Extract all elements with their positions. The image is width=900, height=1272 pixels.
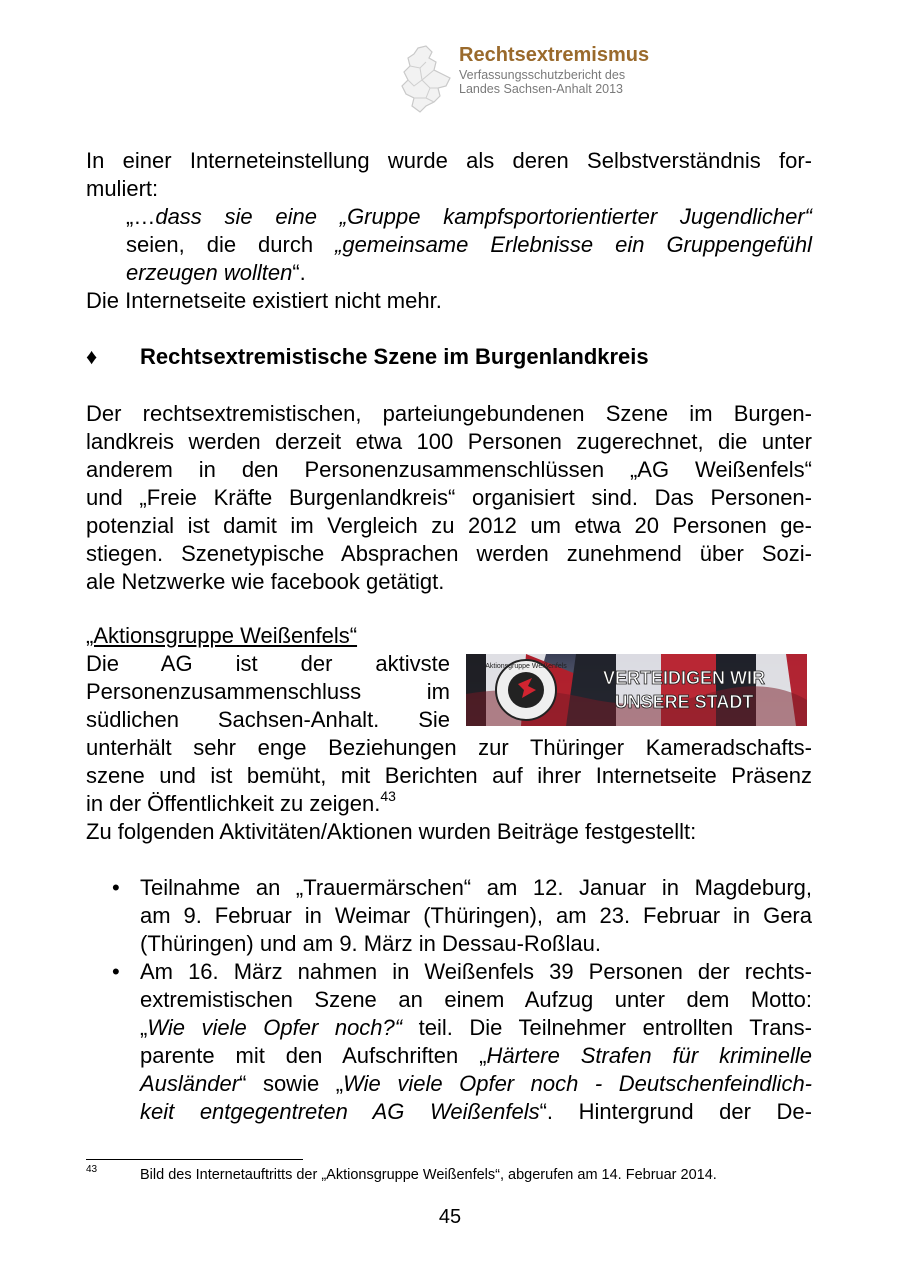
- saxony-anhalt-map-icon: [396, 44, 456, 114]
- text-line: potenzial ist damit im Vergleich zu 2012 um etwa 20 Personen ge-: [86, 513, 812, 538]
- text-line: anderem in den Personenzusammenschlüssen „AG Weißenfels“: [86, 457, 812, 482]
- list-item: [86, 958, 812, 1126]
- text-line: Der rechtsextremistischen, parteiungebundenen Szene im Burgen-: [86, 401, 812, 426]
- quote-line: [126, 231, 812, 259]
- quote-line: [126, 203, 812, 231]
- header-title: Rechtsextremismus: [459, 44, 650, 66]
- text-line: szene und ist bemüht, mit Berichten auf ihrer Internetseite Präsenz: [86, 763, 812, 788]
- quote-text: seien, die durch: [126, 232, 336, 257]
- footnote-divider: [86, 1159, 303, 1160]
- text-line: ale Netzwerke wie facebook getätigt.: [86, 569, 445, 594]
- text-line: Personenzusammenschluss im: [86, 679, 450, 704]
- quote-close: “.: [292, 260, 306, 285]
- text-segment: “ sowie „: [239, 1071, 344, 1096]
- footnote-text: Bild des Internetauftritts der „Aktionsgruppe Weißenfels“, abgerufen am 14. Februar 2014.: [140, 1167, 717, 1183]
- header-subtitle: [459, 68, 625, 96]
- text-line: stiegen. Szenetypische Absprachen werden zunehmend über Sozi-: [86, 541, 812, 566]
- text-line: In einer Interneteinstellung wurde als deren Selbstverständnis for-: [86, 148, 812, 173]
- text-line: Am 16. März nahmen in Weißenfels 39 Personen der rechts-: [140, 959, 812, 984]
- bullet-icon: •: [112, 959, 120, 984]
- subsection-heading: „Aktionsgruppe Weißenfels“: [86, 623, 358, 648]
- paragraph-szene: [86, 400, 812, 596]
- after-quote-text: Die Internetseite existiert nicht mehr.: [86, 288, 442, 313]
- header-subtitle-line: Landes Sachsen-Anhalt 2013: [459, 82, 624, 96]
- text-segment: Wie viele Opfer noch?“: [147, 1015, 403, 1040]
- quote-open: „…: [126, 204, 156, 229]
- ag-paragraph-wrap: [86, 650, 450, 734]
- quote-text: dass sie eine „Gruppe kampfsportorientierter Jugendlicher“: [155, 204, 812, 229]
- text-segment: „: [140, 1015, 148, 1040]
- text-line: unterhält sehr enge Beziehungen zur Thüringer Kameradschafts-: [86, 735, 812, 760]
- intro-paragraph: [86, 147, 812, 203]
- quote-line: [126, 259, 812, 287]
- block-quote: [126, 203, 812, 287]
- quote-text: erzeugen wollten: [126, 260, 293, 285]
- banner-logo-ring-text: Aktionsgruppe Weißenfels: [485, 663, 567, 670]
- text-line: extremistischen Szene an einem Aufzug unter dem Motto:: [140, 987, 812, 1012]
- text-segment: keit entgegentreten AG Weißenfels: [140, 1099, 540, 1124]
- footnote-reference[interactable]: 43: [380, 788, 396, 804]
- text-line: landkreis werden derzeit etwa 100 Personen zugerechnet, die unter: [86, 429, 812, 454]
- text-segment: parente mit den Aufschriften „: [140, 1043, 487, 1068]
- text-segment: Härtere Strafen für kriminelle: [486, 1043, 812, 1068]
- text-segment: Ausländer: [140, 1071, 240, 1096]
- text-line: [86, 790, 812, 818]
- banner-text-line: VERTEIDIGEN WIR: [602, 668, 766, 688]
- text-line: am 9. Februar in Weimar (Thüringen), am 23. Februar in Gera: [140, 903, 812, 928]
- activities-list: [86, 874, 812, 1126]
- activities-intro: Zu folgenden Aktivitäten/Aktionen wurden Beiträge festgestellt:: [86, 819, 697, 844]
- text-segment: Wie viele Opfer noch - Deutschenfeindlich-: [343, 1071, 813, 1096]
- ag-paragraph: [86, 734, 812, 818]
- text-line: und „Freie Kräfte Burgenlandkreis“ organisiert sind. Das Personen-: [86, 485, 812, 510]
- text-line: [140, 1070, 812, 1098]
- quote-text: „gemeinsame Erlebnisse ein Gruppengefühl: [335, 232, 812, 257]
- footnote-number: 43: [86, 1164, 98, 1175]
- text-line: [140, 1014, 812, 1042]
- diamond-bullet-icon: ♦: [86, 344, 98, 369]
- text-line: [140, 1042, 812, 1070]
- text-line-content: in der Öffentlichkeit zu zeigen.: [86, 791, 381, 816]
- text-segment: “. Hintergrund der De-: [539, 1099, 812, 1124]
- ag-banner-image: [466, 654, 807, 726]
- text-segment: teil. Die Teilnehmer entrollten Trans-: [402, 1015, 812, 1040]
- page-number: 45: [438, 1206, 462, 1228]
- list-item: [86, 874, 812, 958]
- text-line: muliert:: [86, 176, 159, 201]
- bullet-icon: •: [112, 875, 120, 900]
- banner-text-line: UNSERE STADT: [614, 692, 754, 712]
- text-line: (Thüringen) und am 9. März in Dessau-Roßlau.: [140, 931, 601, 956]
- text-line: Teilnahme an „Trauermärschen“ am 12. Januar in Magdeburg,: [140, 875, 812, 900]
- header-subtitle-line: Verfassungsschutzbericht des: [459, 68, 626, 82]
- text-line: südlichen Sachsen-Anhalt. Sie: [86, 707, 450, 732]
- section-heading-text: Rechtsextremistische Szene im Burgenlandkreis: [140, 344, 649, 369]
- text-line: [140, 1098, 812, 1126]
- text-line: Die AG ist der aktivste: [86, 651, 450, 676]
- section-heading: [86, 343, 649, 371]
